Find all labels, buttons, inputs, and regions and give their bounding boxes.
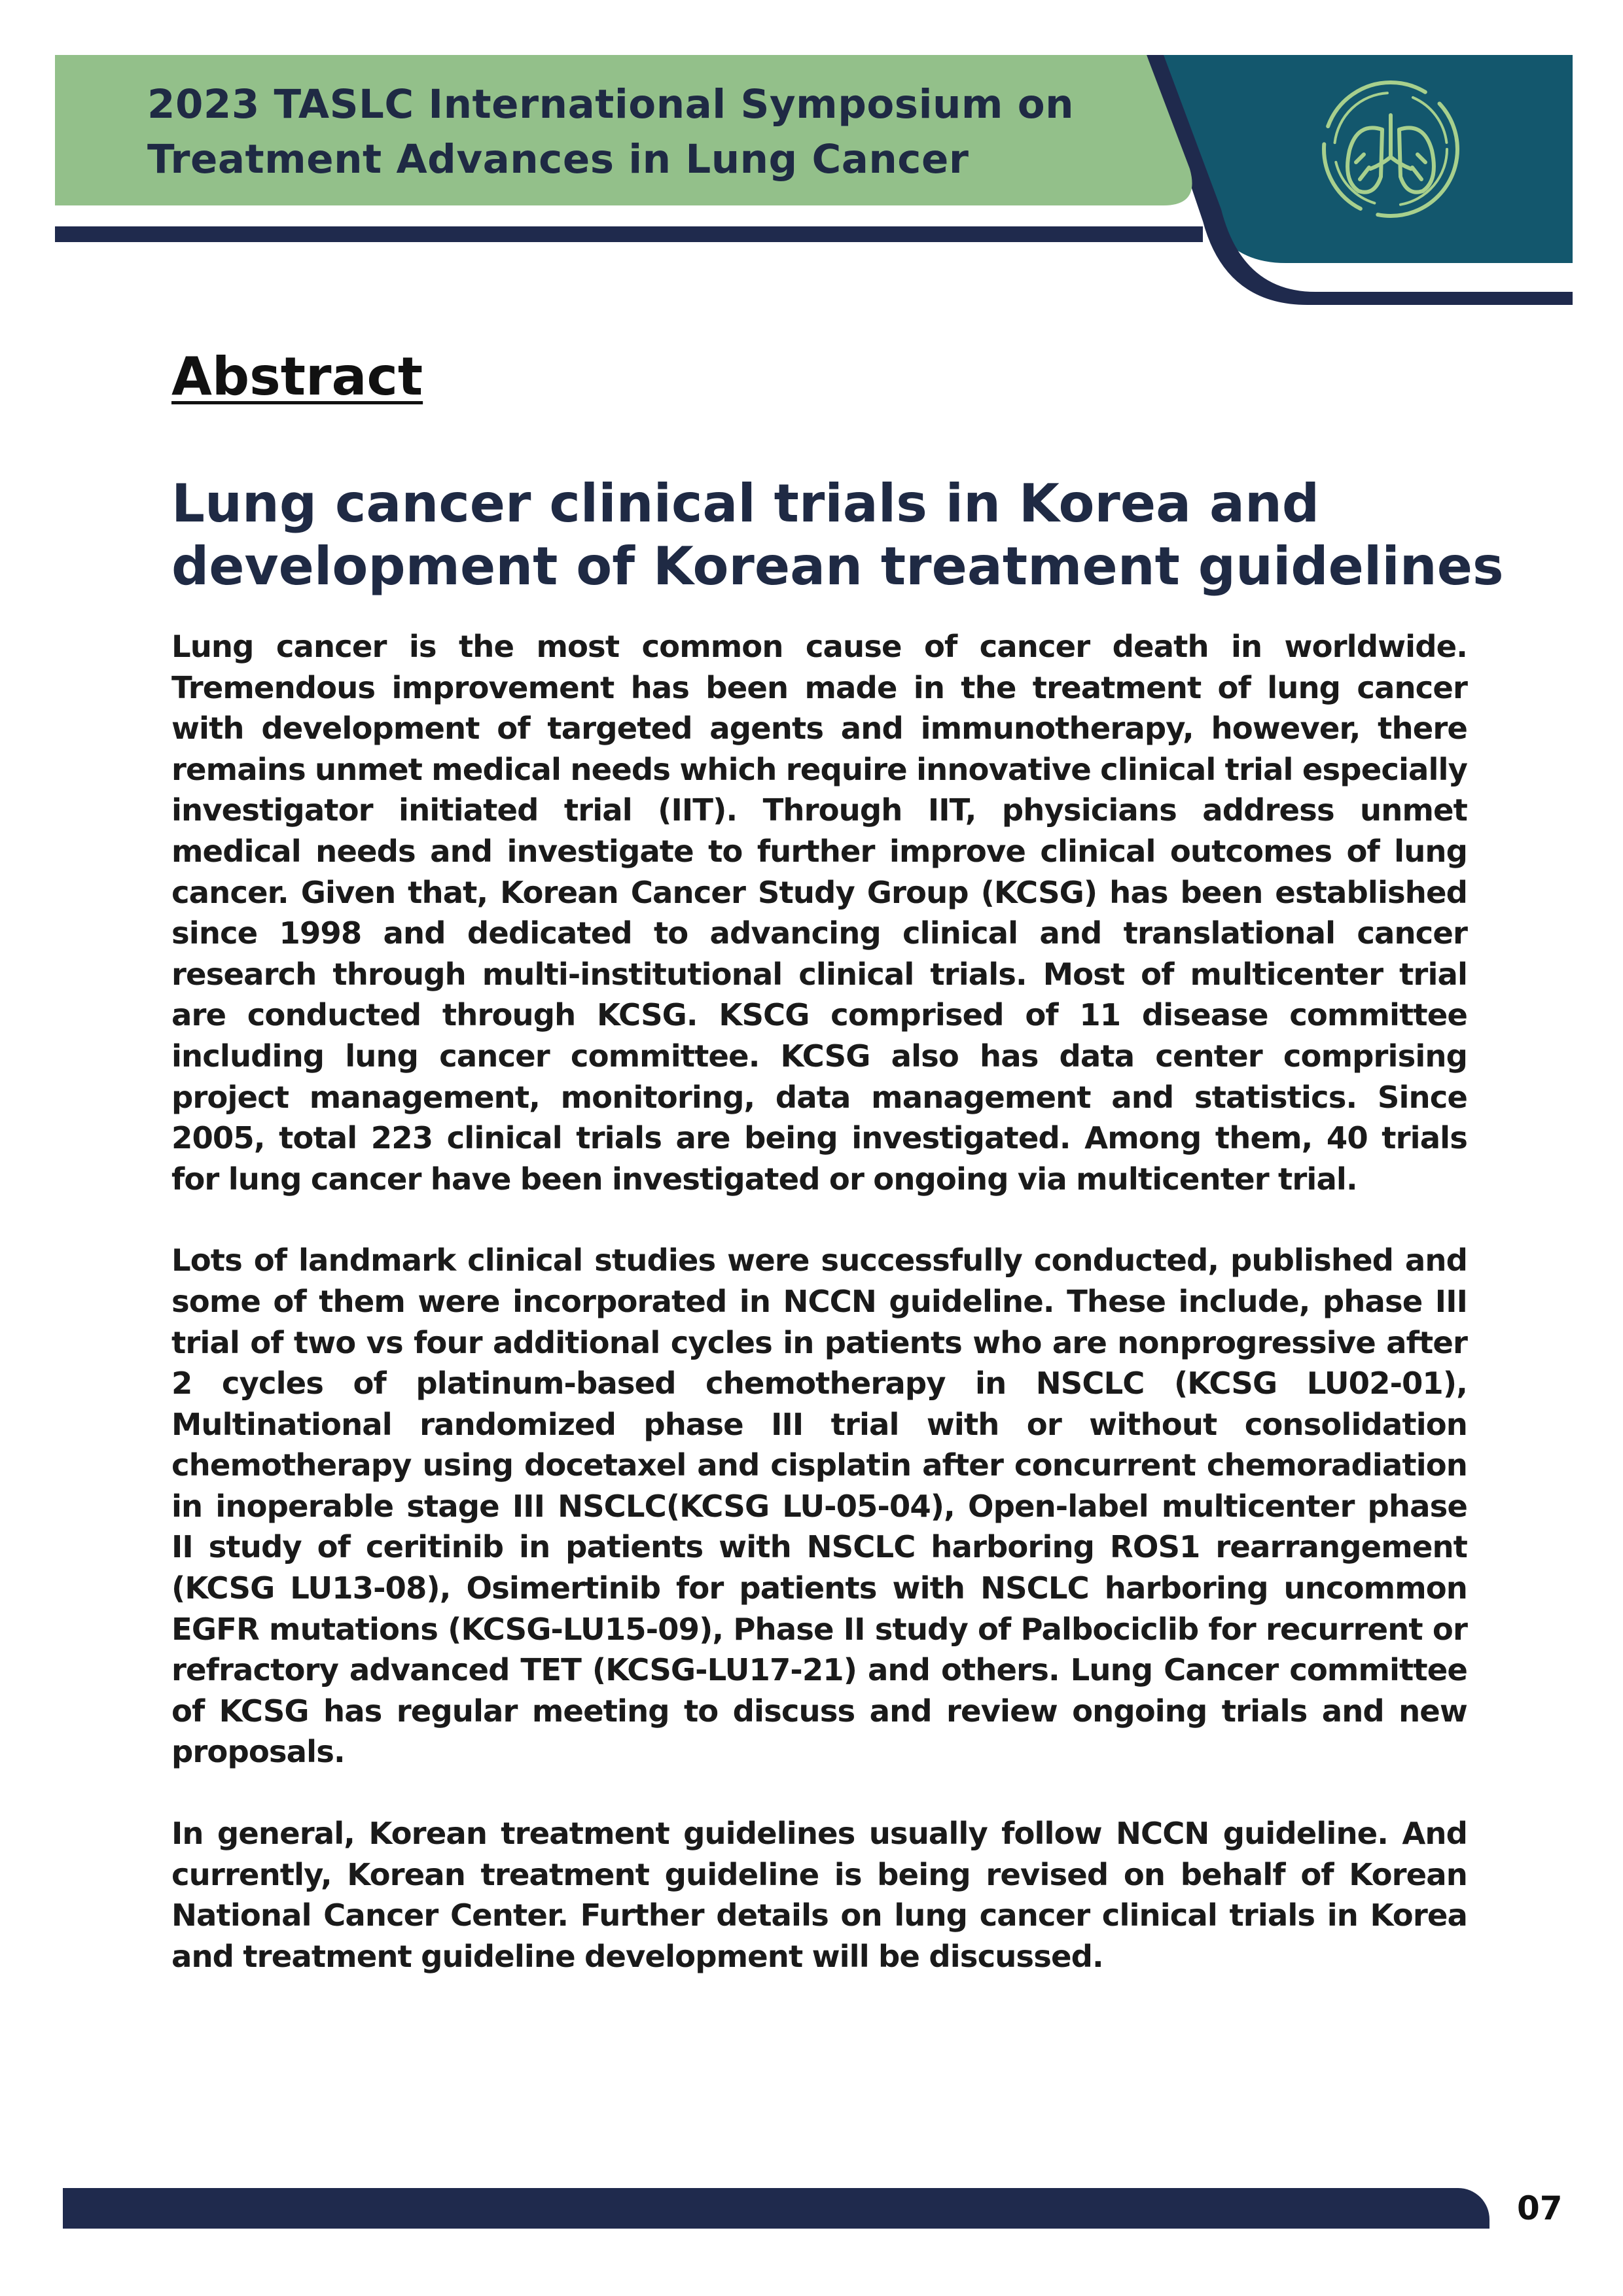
- abstract-paragraph-1: Lung cancer is the most common cause of cancer death in worldwide. Tremendous improvement has been made in the treatment of lung cancer with development of targeted agents and immunotherapy, however, there remains unmet medical needs which require innovative clinical trial especially investigator initiated trial (IIT). Through IIT, physicians address unmet medical needs and investigate to further improve clinical outcomes of lung cancer. Given that, Korean Cancer Study Group (KCSG) has been established since 1998 and dedicated to advancing clinical and translational cancer research through multi-institutional clinical trials. Most of multicenter trial are conducted through KCSG. KSCG comprised of 11 disease committee including lung cancer committee. KCSG also has data center comprising project management, monitoring, data management and statistics. Since 2005, total 223 clinical trials are being investigated. Among them, 40 trials for lung cancer have been investigated or ongoing via multicenter trial.: [171, 629, 1467, 1197]
- footer-bar: [63, 2188, 1489, 2229]
- symposium-title: [147, 77, 1129, 187]
- header-navy-stripe: [55, 226, 1203, 242]
- abstract-title-line-1: Lung cancer clinical trials in Korea and: [171, 473, 1320, 534]
- symposium-title-line-1: 2023 TASLC International Symposium on: [147, 81, 1075, 128]
- page-number: 07: [1517, 2189, 1563, 2227]
- abstract-title: [171, 472, 1504, 598]
- abstract-title-line-2: development of Korean treatment guidelines: [171, 536, 1504, 597]
- symposium-title-line-2: Treatment Advances in Lung Cancer: [147, 136, 969, 183]
- abstract-paragraph-3: In general, Korean treatment guidelines usually follow NCCN guideline. And currently, Korean treatment guideline is being revised on behalf of Korean National Cancer Center. Further details on lung cancer clinical trials in Korea and treatment guideline development will be discussed.: [171, 1816, 1467, 1974]
- abstract-paragraph-2: Lots of landmark clinical studies were successfully conducted, published and some of them were incorporated in NCCN guideline. These include, phase III trial of two vs four additional cycles in patients who are nonprogressive after 2 cycles of platinum-based chemotherapy in NSCLC (KCSG LU02-01), Multinational randomized phase III trial with or without consolidation chemotherapy using docetaxel and cisplatin after concurrent chemoradiation in inoperable stage III NSCLC(KCSG LU-05-04), Open-label multicenter phase II study of ceritinib in patients with NSCLC harboring ROS1 rearrangement (KCSG LU13-08), Osimertinib for patients with NSCLC harboring uncommon EGFR mutations (KCSG-LU15-09), Phase II study of Palbociclib for recurrent or refractory advanced TET (KCSG-LU17-21) and others. Lung Cancer committee of KCSG has regular meeting to discuss and review ongoing trials and new proposals.: [171, 1243, 1467, 1770]
- section-heading: Abstract: [171, 346, 423, 407]
- abstract-body: [171, 626, 1467, 2017]
